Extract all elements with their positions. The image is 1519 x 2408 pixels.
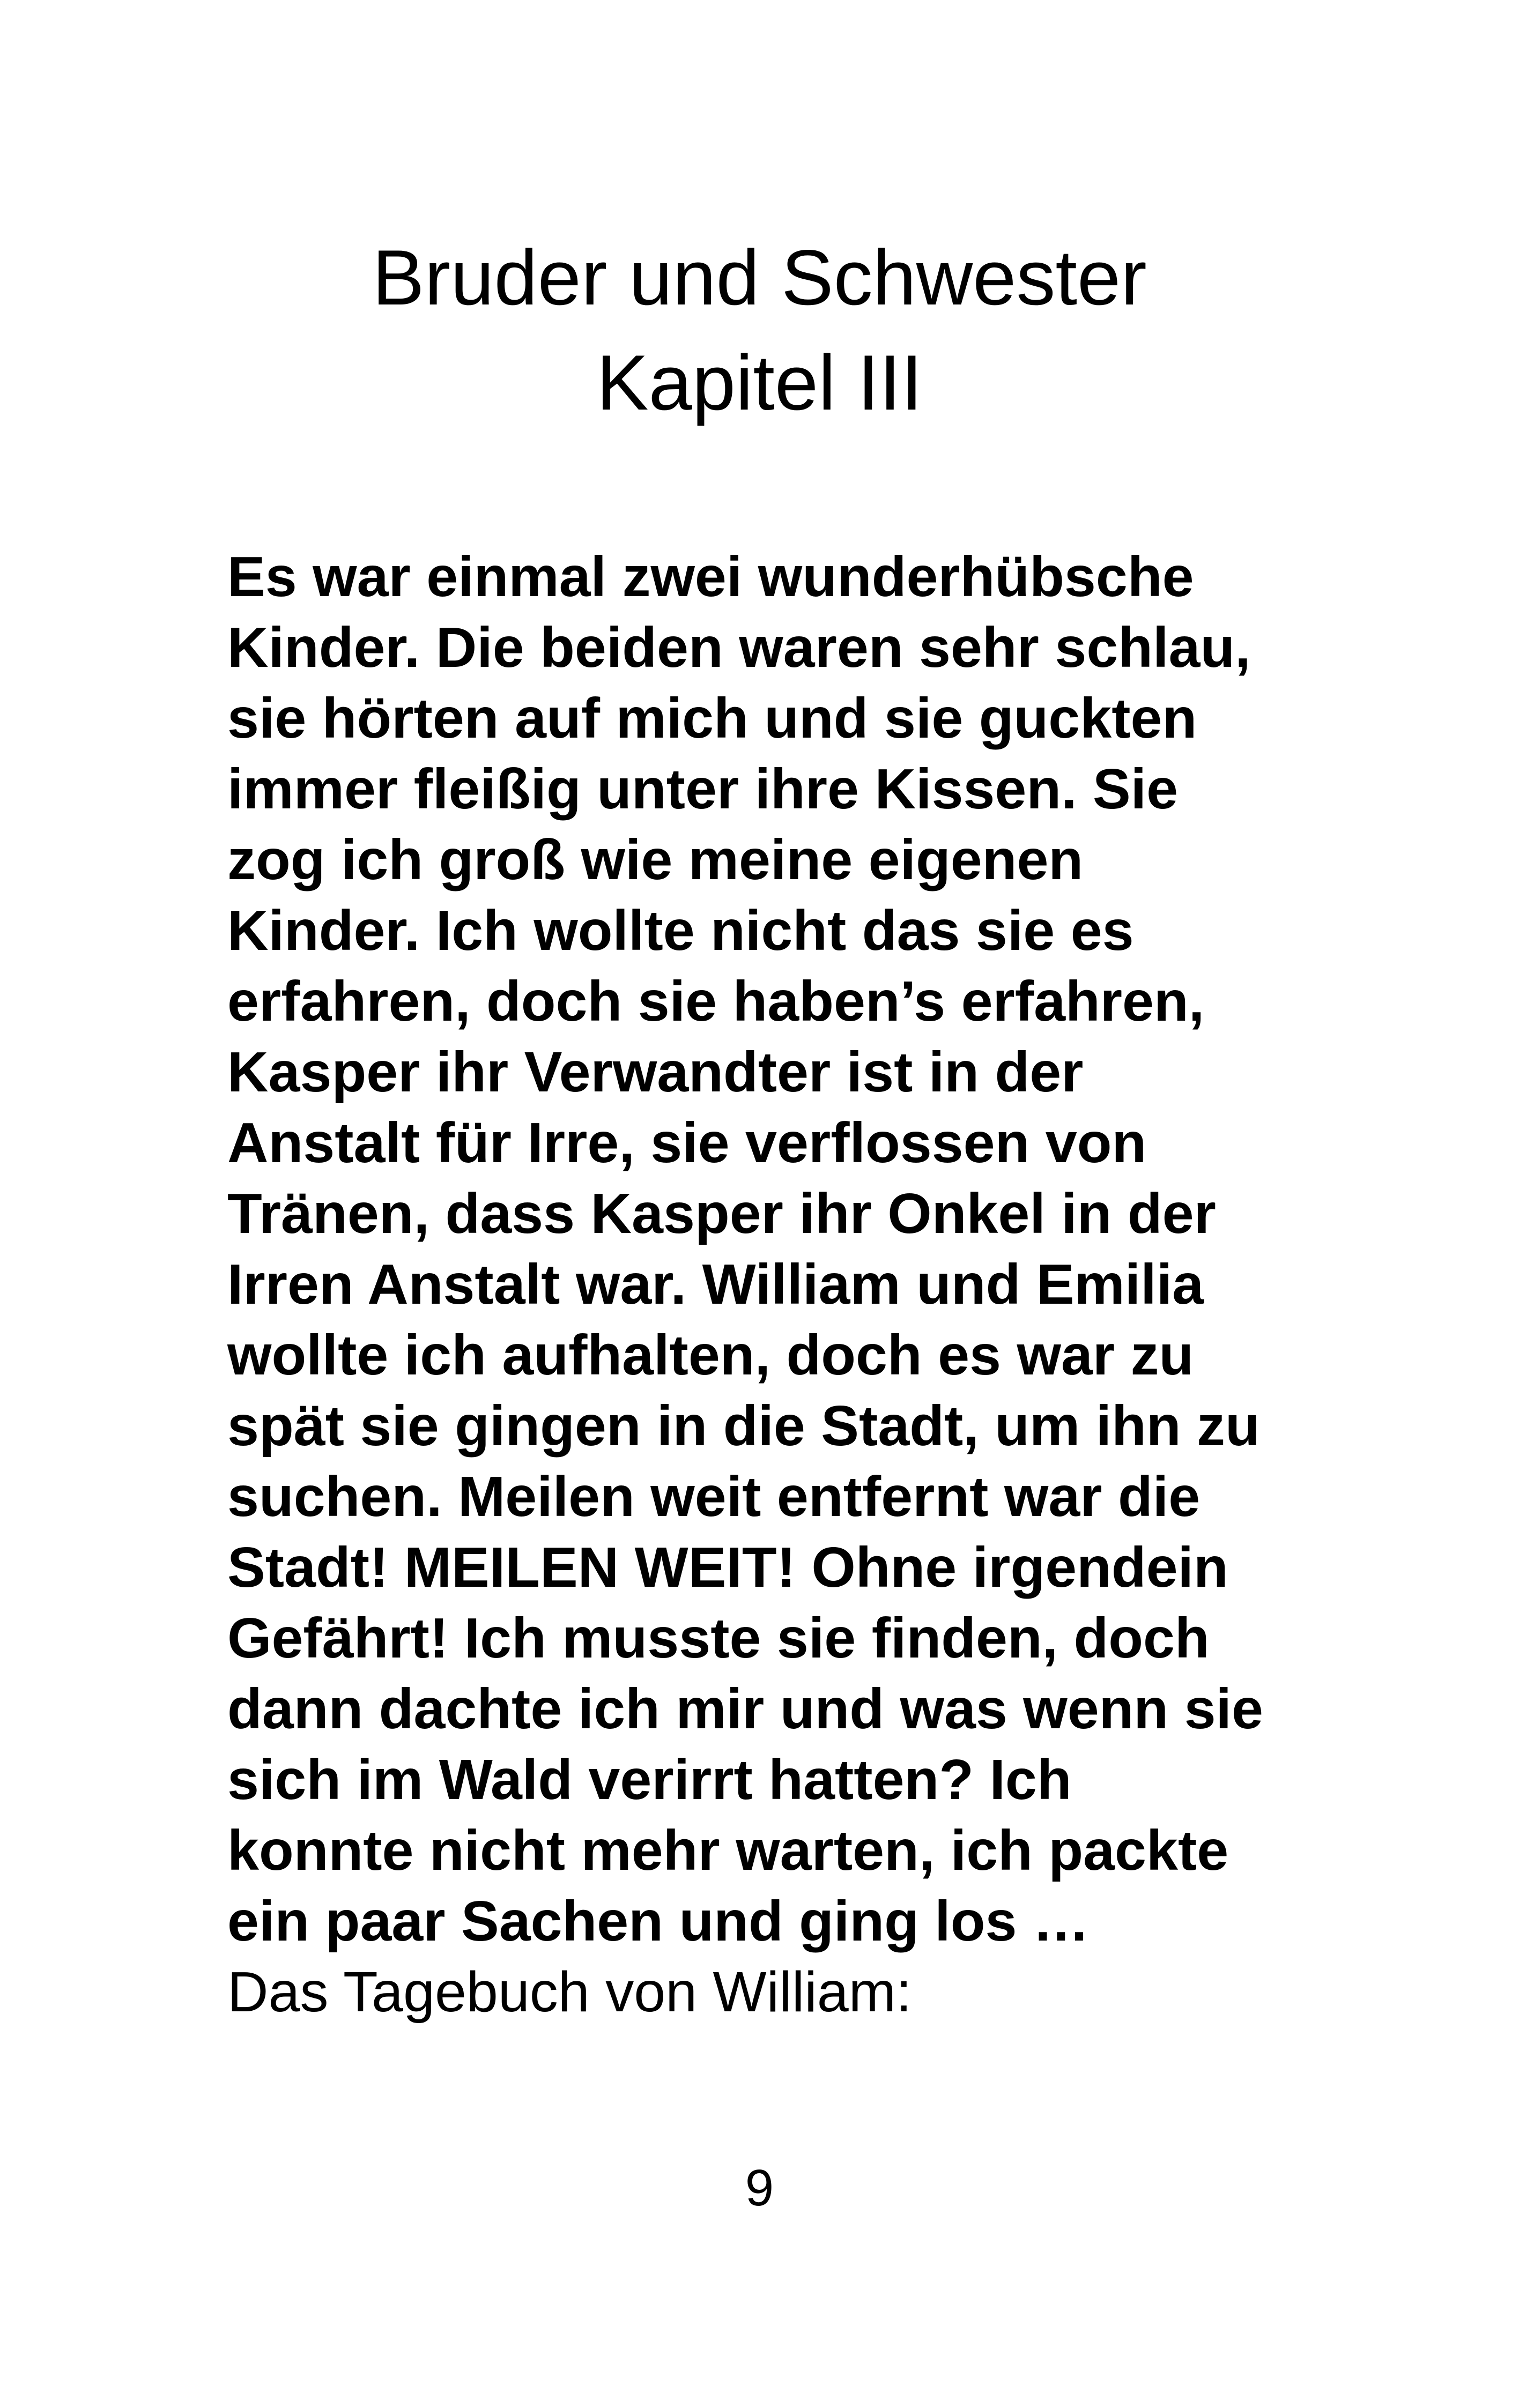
body-line: suchen. Meilen weit entfernt war die bbox=[227, 1465, 1201, 1528]
body-line: Kasper ihr Verwandter ist in der bbox=[227, 1041, 1084, 1104]
body-text bbox=[227, 541, 1332, 2027]
body-line: Kinder. Ich wollte nicht das sie es bbox=[227, 899, 1134, 962]
title-line-1: Bruder und Schwester bbox=[372, 234, 1147, 321]
body-line: Anstalt für Irre, sie verflossen von bbox=[227, 1111, 1147, 1175]
body-line: Gefährt! Ich musste sie finden, doch bbox=[227, 1607, 1210, 1670]
body-line: Es war einmal zwei wunderhübsche bbox=[227, 545, 1194, 608]
body-line: Irren Anstalt war. William und Emilia bbox=[227, 1253, 1204, 1316]
chapter-title bbox=[0, 225, 1519, 435]
body-line: zog ich groß wie meine eigenen bbox=[227, 828, 1084, 891]
body-line: ein paar Sachen und ging los … bbox=[227, 1890, 1090, 1953]
body-line: spät sie gingen in die Stadt, um ihn zu bbox=[227, 1394, 1260, 1458]
page-number: 9 bbox=[745, 2159, 774, 2217]
body-line: konnte nicht mehr warten, ich packte bbox=[227, 1819, 1229, 1882]
body-line: Tränen, dass Kasper ihr Onkel in der bbox=[227, 1182, 1216, 1245]
body-line: wollte ich aufhalten, doch es war zu bbox=[227, 1324, 1194, 1387]
body-line: dann dachte ich mir und was wenn sie bbox=[227, 1677, 1263, 1741]
diary-heading: Das Tagebuch von William: bbox=[227, 1960, 912, 2024]
body-line: Kinder. Die beiden waren sehr schlau, bbox=[227, 616, 1251, 679]
body-line: sie hörten auf mich und sie guckten bbox=[227, 687, 1197, 750]
body-line: erfahren, doch sie haben’s erfahren, bbox=[227, 970, 1205, 1033]
title-line-2: Kapitel III bbox=[596, 339, 923, 426]
body-line: immer fleißig unter ihre Kissen. Sie bbox=[227, 757, 1179, 821]
body-line: sich im Wald verirrt hatten? Ich bbox=[227, 1748, 1072, 1811]
body-line: Stadt! MEILEN WEIT! Ohne irgendein bbox=[227, 1536, 1228, 1599]
